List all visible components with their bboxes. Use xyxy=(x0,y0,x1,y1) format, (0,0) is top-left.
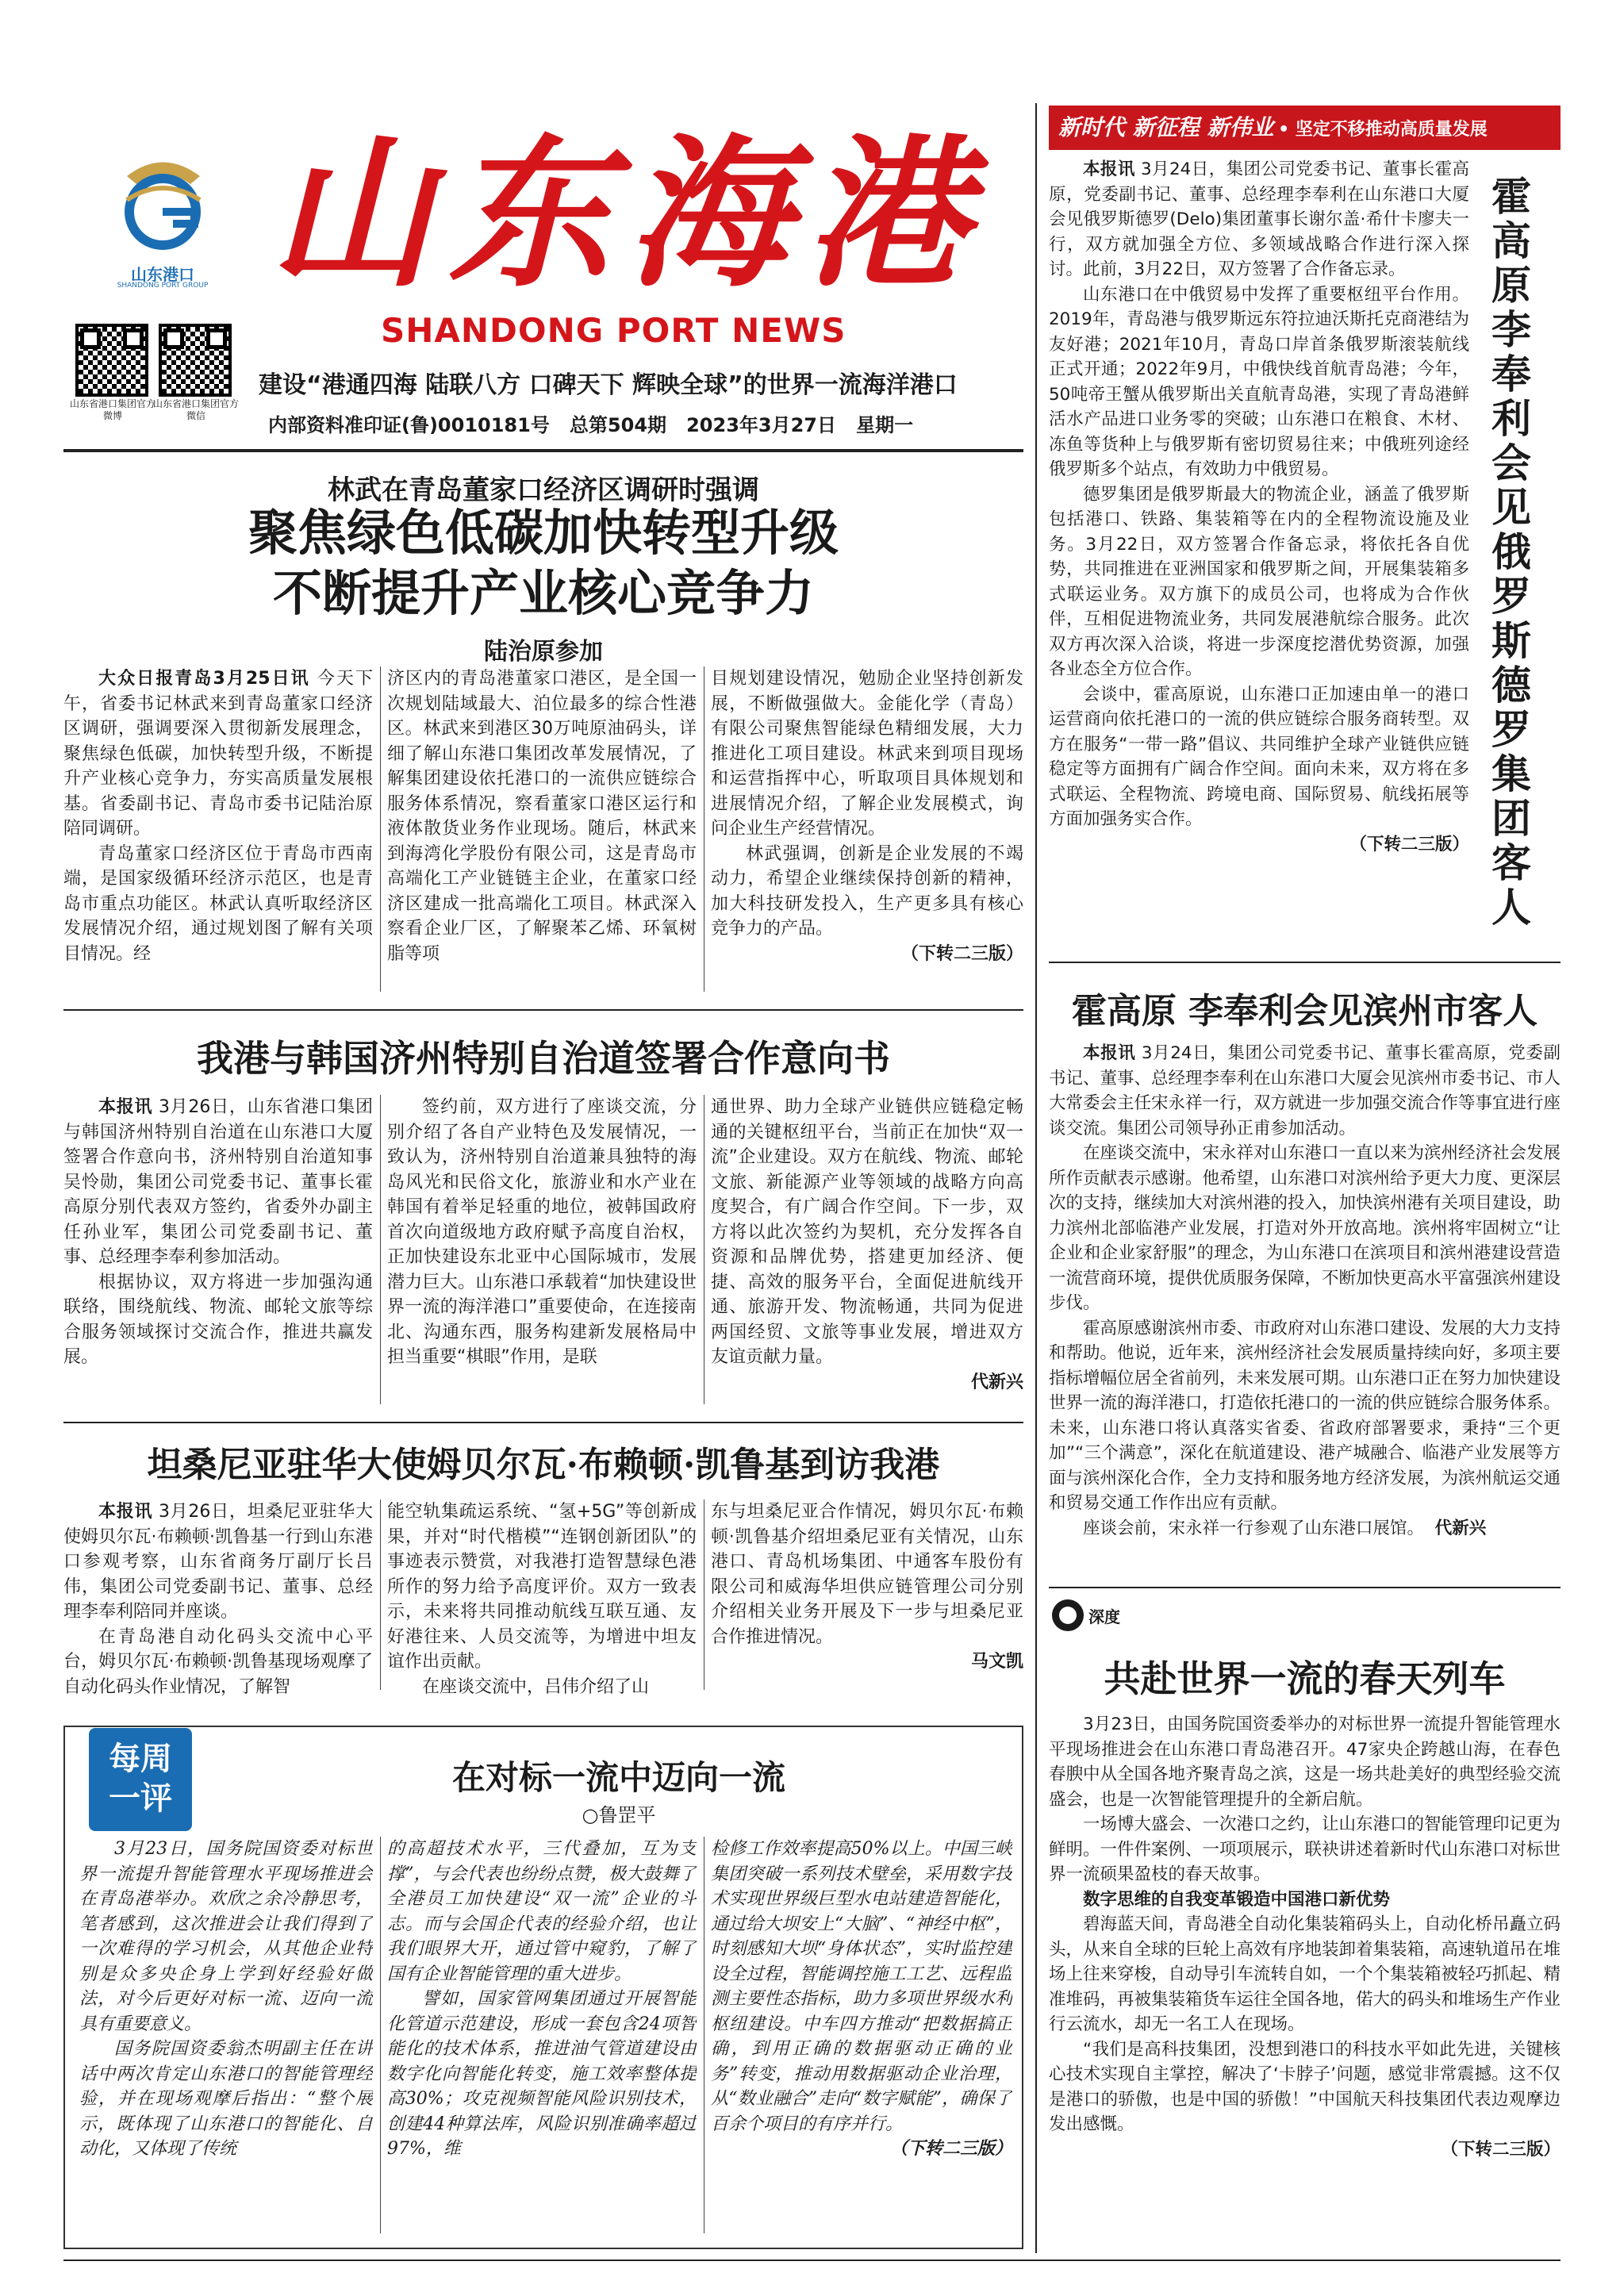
lead-col-1: 大众日报青岛3月25日讯 今天下午，省委书记林武来到青岛董家口经济区调研，强调要深入贯彻新发展理念，聚焦绿色低碳，加快转型升级，不断提升产业核心竞争力，夯实高质量发展根基。省委副书记、青岛市委书记陆治原陪同调研。 青岛董家口经济区位于青岛市西南端，是国家级循环经济示范区，也是青岛市重点功能区。林武认真听取经济区发展情况介绍，通过规划图了解有关项目情况。经 xyxy=(63,666,373,1000)
section-rule xyxy=(63,1422,1023,1423)
depth-p2: 一场博大盛会、一次港口之约，让山东港口的智能管理印记更为鲜明。一件件案例、一项项展示，联袂讲述着新时代山东港口对标世界一流硕果盈枝的春天故事。 xyxy=(1049,1814,1560,1884)
binzhou-p3: 霍高原感谢滨州市委、市政府对山东港口建设、发展的大力支持和帮助。他说，近年来，滨州经济社会发展质量持续向好，多项主要指标增幅位居全省前列，未来发展可期。山东港口正在努力加快建设世界一流的海洋港口，打造依托港口的一流的供应链综合服务体系。未来，山东港口将认真落实省委、省政府部署要求，秉持“三个更加”“三个满意”，深化在航道建设、港产城融合、临港产业发展等方面与滨州深化合作，全力支持和服务地方经济发展，为滨州航运交通和贸易交通工作作出应有贡献。 xyxy=(1049,1318,1560,1513)
korea-col-1: 本报讯 3月26日，山东省港口集团与韩国济州特别自治道在山东港口大厦签署合作意向书，济州特别自治道知事吴怜勋，集团公司党委书记、董事长霍高原分别代表双方签约，省委外办副主任孙业军，集团公司党委副书记、董事、总经理李奉利参加活动。 根据协议，双方将进一步加强沟通联络，围绕航线、物流、邮轮文旅等综合服务领域探讨交流合作，推进共赢发展。 xyxy=(63,1095,373,1412)
tanzania-col2-p1: 能空轨集疏运系统、“氢+5G”等创新成果，并对“时代楷模”“连钢创新团队”的事迹表示赞赏，对我港打造智慧绿色港所作的努力给予高度评价。双方一致表示，未来将共同推动航线互联互通、友好港往来、人员交流等，为增进中坦友谊作出贡献。 xyxy=(387,1502,697,1672)
lead-col2-p1: 济区内的青岛港董家口港区，是全国一次规划陆域最大、泊位最多的综合性港区。林武来到港区30万吨原油码头，详细了解山东港口集团改革发展情况，了解集团建设依托港口的一流供应链综合服务体系情况，察看董家口港区运行和液体散货业务作业现场。随后，林武来到海湾化学股份有限公司，这是青岛市高端化工产业链链主企业，在董家口经济区建成一批高端化工项目。林武深入察看企业厂区，了解聚苯乙烯、环氧树脂等项 xyxy=(387,669,697,964)
depth-title: 共赴世界一流的春天列车 xyxy=(1104,1657,1506,1700)
weekly-col-2 xyxy=(387,1837,697,2241)
shandong-port-logo-icon xyxy=(111,152,214,263)
weekly-continued: （下转二三版） xyxy=(889,2138,1012,2159)
weekly-badge-line1: 每周 xyxy=(109,1741,172,1777)
tanzania-col3-p1: 东与坦桑尼亚合作情况，姆贝尔瓦·布赖顿·凯鲁基介绍坦桑尼亚有关情况，山东港口、青岛机场集团、中通客车股份有限公司和威海华坦供应链管理公司分别介绍相关业务开展及下一步与坦桑尼亚合作推进情况。 xyxy=(711,1502,1023,1647)
tanzania-col1-p2: 在青岛港自动化码头交流中心平台，姆贝尔瓦·布赖顿·凯鲁基现场观摩了自动化码头作业情况，了解智 xyxy=(63,1626,373,1697)
lead-continued: （下转二三版） xyxy=(900,943,1023,964)
issue-info xyxy=(268,409,1030,437)
col-divider xyxy=(380,666,381,992)
depth-subhead: 数字思维的自我变革锻造中国港口新优势 xyxy=(1083,1889,1391,1910)
lead-col-3 xyxy=(711,666,1023,1000)
section-rule xyxy=(63,1009,1023,1011)
slogan: 建设“港通四海 陆联八方 口碑天下 辉映全球”的世界一流海洋港口 xyxy=(259,371,958,399)
lead-dateline: 大众日报青岛3月25日讯 xyxy=(98,669,310,689)
depth-badge xyxy=(1049,1596,1168,1634)
korea-col2-p1: 签约前，双方进行了座谈交流，分别介绍了各自产业特色及发展情况，一致认为，济州特别自治道兼具独特的海岛风光和民俗文化，旅游业和水产业在韩国有着举足轻重的地位，被韩国政府首次向道级地方政府赋予高度自治权，正加快建设东北亚中心国际城市，发展潜力巨大。山东港口承载着“加快建设世界一流的海洋港口”重要使命，在连接南北、沟通东西，服务构建新发展格局中担当重要“棋眼”作用，是联 xyxy=(387,1097,697,1367)
section-rule xyxy=(1049,962,1560,963)
page-bottom-rule xyxy=(63,2260,1560,2261)
issue-number: 总第504期 xyxy=(569,414,667,436)
qr1-caption: 山东省港口集团官方微博 xyxy=(70,398,156,421)
korea-col-2 xyxy=(387,1095,697,1412)
col-divider xyxy=(380,1095,381,1404)
depth-continued: （下转二三版） xyxy=(1441,2139,1560,2160)
col-divider xyxy=(380,1499,381,1690)
binzhou-body: 本报讯 3月24日，集团公司党委书记、董事长霍高原，党委副书记、董事、总经理李奉利在山东港口大厦会见滨州市委书记、市人大常委会主任宋永祥一行，双方就进一步加强交流合作等事宜进行座谈交流。集团公司领导孙正甫参加活动。 在座谈交流中，宋永祥对山东港口一直以来为滨州经济社会发展所作贡献表示感谢。他希望，山东港口对滨州给予更大力度、更深层次的支持，继续加大对滨州港的投入，加快滨州港有关项目建设，助力滨州北部临港产业发展，打造对外开放高地。滨州将牢固树立“让企业和企业家舒服”的理念，为山东港口在滨项目和滨州港建设营造一流营商环境，提供优质服务保障，不断加快更高水平富强滨州建设步伐。 霍高原感谢滨州市委、市政府对山东港口建设、发展的大力支持和帮助。他说，近年来，滨州经济社会发展质量持续向好，多项主要指标增幅位居全省前列，未来发展可期。山东港口正在努力加快建设世界一流的海洋港口，打造依托港口的一流的供应链综合服务体系。未来，山东港口将认真落实省委、省政府部署要求，秉持“三个更加”“三个满意”，深化在航道建设、港产城融合、临港产业发展等方面与滨州深化合作，全力支持和服务地方经济发展，为滨州航运交通和贸易交通工作作出应有贡献。 座谈会前，宋永祥一行参观了山东港口展馆。 代新兴 xyxy=(1049,1041,1560,1580)
depth-p1: 3月23日，由国务院国资委举办的对标世界一流提升智能管理水平现场推进会在山东港口青岛港召开。47家央企跨越山海，在春色春腴中从全国各地齐聚青岛之滨，这是一场共赴美好的典型经验交流盛会，也是一次智能管理提升的全新启航。 xyxy=(1049,1714,1560,1810)
logo-caption: 山东港口 xyxy=(131,265,194,284)
issue-date: 2023年3月27日 xyxy=(686,414,837,436)
masthead-title-en: SHANDONG PORT NEWS xyxy=(381,311,846,350)
weekly-col1-p1: 3月23日，国务院国资委对标世界一流提升智能管理水平现场推进会在青岛港举办。欢欣之余冷静思考，笔者感到，这次推进会让我们得到了一次难得的学习机会，从其他企业特别是众多央企身上学到好经验好做法，对今后更好对标一流、迈向一流具有重要意义。 xyxy=(79,1839,373,2034)
wechat-qr-code xyxy=(159,324,232,397)
qr2-caption: 山东省港口集团官方微信 xyxy=(153,398,240,421)
weekly-author: ○鲁罡平 xyxy=(582,1804,656,1826)
banner-right: • 坚定不移推动高质量发展 xyxy=(1278,120,1488,140)
tanzania-col2-p2: 在座谈交流中，吕伟介绍了山 xyxy=(422,1676,650,1697)
korea-byline: 代新兴 xyxy=(970,1372,1023,1392)
license-number: 内部资料准印证(鲁)0010181号 xyxy=(268,414,550,436)
russia-body: 本报讯 3月24日，集团公司党委书记、董事长霍高原，党委副书记、董事、总经理李奉利在山东港口大厦会见俄罗斯德罗(Delo)集团董事长谢尔盖·希什卡廖夫一行，双方就加强全方位、多领域战略合作进行深入探讨。此前，3月22日，双方签署了合作备忘录。 山东港口在中俄贸易中发挥了重要枢纽平台作用。2019年，青岛港与俄罗斯远东符拉迪沃斯托克商港结为友好港；2021年10月，青岛口岸首条俄罗斯滚装航线正式开通；2022年9月，中俄快线首航青岛港；今年，50吨帝王蟹从俄罗斯出关直航青岛港，实现了青岛港鲜活水产品进口业务零的突破；山东港口在粮食、木材、冻鱼等货种上与俄罗斯有密切贸易往来；中俄班列途经俄罗斯多个站点，有效助力中俄贸易。 德罗集团是俄罗斯最大的物流企业，涵盖了俄罗斯包括港口、铁路、集装箱等在内的全程物流设施及业务。3月22日，双方签署合作备忘录，将依托各自优势，共同推进在亚洲国家和俄罗斯之间，开展集装箱多式联运业务。双方旗下的成员公司，也将成为合作伙伴，互相促进物流业务，共同发展港航综合服务。此次双方再次深入洽谈，将进一步深度挖潜优势资源，加强各业态全方位合作。 会谈中，霍高原说，山东港口正加速由单一的港口运营商向依托港口的一流的供应链综合服务商转型。双方在服务“一带一路”倡议、共同维护全球产业链供应链稳定等方面拥有广阔合作空间。面向未来，双方将在多式联运、全程物流、跨境电商、国际贸易、航线拓展等方面加强务实合作。 （下转二三版） xyxy=(1049,157,1469,950)
tanzania-byline: 马文凯 xyxy=(970,1652,1023,1672)
weibo-qr-code xyxy=(75,324,148,397)
masthead-rule xyxy=(63,449,1023,452)
weekly-badge xyxy=(89,1728,192,1831)
lead-col3-p1: 目规划建设情况，勉励企业坚持创新发展，不断做强做大。金能化学（青岛）有限公司聚焦智能绿色精细发展，大力推进化工项目建设。林武来到项目现场和运营指挥中心，听取项目具体规划和进展情况介绍，了解企业发展模式，询问企业生产经营情况。 xyxy=(711,669,1023,839)
russia-vertical-title: 霍高原 李奉利会见俄罗斯德罗集团客人 xyxy=(1491,173,1531,931)
depth-p3: 碧海蓝天间，青岛港全自动化集装箱码头上，自动化桥吊矗立码头，从来自全球的巨轮上高效有序地装卸着集装箱，高速轨道吊在堆场上往来穿梭，自动导引车流转自如，一个个集装箱被轻巧抓起、精准堆码，再被集装箱货车运往全国各地，偌大的码头和堆场生产作业行云流水，却无一名工人在现场。 xyxy=(1049,1914,1560,2034)
logo-caption-en: SHANDONG PORT GROUP xyxy=(117,282,209,290)
korea-col1-p2: 根据协议，双方将进一步加强沟通联络，围绕航线、物流、邮轮文旅等综合服务领域探讨交流合作，推进共赢发展。 xyxy=(63,1272,373,1367)
korea-col3-p1: 通世界、助力全球产业链供应链稳定畅通的关键枢纽平台，当前正在加快“双一流”企业建设。双方在航线、物流、邮轮文旅、新能源产业等领域的战略方向高度契合，有广阔合作空间。下一步，双方将以此次签约为契机，充分发挥各自资源和品牌优势，搭建更加经济、便捷、高效的服务平台，全面促进航线开通、旅游开发、物流畅通，共同为促进两国经贸、文旅等事业发展，增进双方友谊贡献力量。 xyxy=(711,1097,1023,1367)
tanzania-col-3 xyxy=(711,1499,1023,1698)
weekly-col-3 xyxy=(711,1837,1012,2241)
col-divider xyxy=(380,1837,381,2233)
weekly-badge-line2: 一评 xyxy=(109,1780,172,1817)
issue-weekday: 星期一 xyxy=(856,414,914,436)
weekly-col3-p1: 检修工作效率提高50%以上。中国三峡集团突破一系列技术壁垒，采用数字技术实现世界级巨型水电站建造智能化，通过给大坝安上“大脑”、“神经中枢”，时刻感知大坝“身体状态”，实时监控建设全过程，智能调控施工工艺、远程监测主要性态指标，助力多项世界级水利枢纽建设。中车四方推动“把数据搞正确，到用正确的数据驱动正确的业务”转变，推动用数据驱动企业治理，从“数业融合”走向“数字赋能”，确保了百余个项目的有序并行。 xyxy=(711,1839,1012,2134)
masthead-title: 山东海港 xyxy=(270,119,984,309)
lead-title-line1: 聚焦绿色低碳加快转型升级 xyxy=(248,504,839,562)
lead-col1-p2: 青岛董家口经济区位于青岛市西南端，是国家级循环经济示范区，也是青岛市重点功能区。林武认真听取经济区发展情况介绍，通过规划图了解有关项目情况。经 xyxy=(63,843,373,964)
lead-subtitle: 陆治原参加 xyxy=(484,638,603,666)
lead-col-2 xyxy=(387,666,697,1000)
depth-body xyxy=(1049,1712,1560,2252)
russia-p4: 会谈中，霍高原说，山东港口正加速由单一的港口运营商向依托港口的一流的供应链综合服务商转型。双方在服务“一带一路”倡议、共同维护全球产业链供应链稳定等方面拥有广阔合作空间。面向未来，双方将在多式联运、全程物流、跨境电商、国际贸易、航线拓展等方面加强务实合作。 xyxy=(1049,684,1469,829)
tanzania-col-1: 本报讯 3月26日，坦桑尼亚驻华大使姆贝尔瓦·布赖顿·凯鲁基一行到山东港口参观考察，山东省商务厅副厅长吕伟，集团公司党委副书记、董事、总经理李奉利陪同并座谈。 在青岛港自动化码头交流中心平台，姆贝尔瓦·布赖顿·凯鲁基现场观摩了自动化码头作业情况，了解智 xyxy=(63,1499,373,1698)
lead-kicker: 林武在青岛董家口经济区调研时强调 xyxy=(328,474,759,506)
page-column-divider xyxy=(1035,103,1037,2253)
weekly-col2-p1: 的高超技术水平，三代叠加，互为支撑”，与会代表也纷纷点赞，极大鼓舞了全港员工加快建设“双一流”企业的斗志。而与会国企代表的经验介绍，也让我们眼界大开，通过管中窥豹，了解了国有企业智能管理的重大进步。 xyxy=(387,1839,697,1984)
banner-left: 新时代 新征程 新伟业 xyxy=(1058,114,1274,140)
section-rule xyxy=(1049,1587,1560,1588)
korea-title: 我港与韩国济州特别自治道签署合作意向书 xyxy=(197,1037,890,1080)
tanzania-title: 坦桑尼亚驻华大使姆贝尔瓦·布赖顿·凯鲁基到访我港 xyxy=(147,1445,940,1485)
russia-continued: （下转二三版） xyxy=(1349,834,1469,854)
lead-col3-p2: 林武强调，创新是企业发展的不竭动力，希望企业继续保持创新的精神，加大科技研发投入，生产更多具有核心竞争力的产品。 xyxy=(711,843,1023,939)
lead-title-line2: 不断提升产业核心竞争力 xyxy=(272,564,814,622)
binzhou-title: 霍高原 李奉利会见滨州市客人 xyxy=(1071,991,1538,1031)
korea-col-3 xyxy=(711,1095,1023,1412)
tanzania-col-2 xyxy=(387,1499,697,1698)
weekly-col2-p2: 譬如，国家管网集团通过开展智能化管道示范建设，形成一套包含24项智能化的技术体系，推进油气管道建设由数字化向智能化转变，施工效率整体提高30%；攻克视频智能风险识别技术，创建44种算法库，风险识别准确率超过97%，维 xyxy=(387,1989,697,2159)
depth-badge-label: 深度 xyxy=(1088,1607,1120,1626)
russia-p3: 德罗集团是俄罗斯最大的物流企业，涵盖了俄罗斯包括港口、铁路、集装箱等在内的全程物流设施及业务。3月22日，双方签署合作备忘录，将依托各自优势，共同推进在亚洲国家和俄罗斯之间，开展集装箱多式联运业务。双方旗下的成员公司，也将成为合作伙伴，互相促进物流业务，共同发展港航综合服务。此次双方再次深入洽谈，将进一步深度挖潜优势资源，加强各业态全方位合作。 xyxy=(1049,484,1469,679)
weekly-title: 在对标一流中迈向一流 xyxy=(451,1758,785,1797)
russia-p2: 山东港口在中俄贸易中发挥了重要枢纽平台作用。2019年，青岛港与俄罗斯远东符拉迪沃斯托克商港结为友好港；2021年10月，青岛口岸首条俄罗斯滚装航线正式开通；2022年9月，中俄快线首航青岛港；今年，50吨帝王蟹从俄罗斯出关直航青岛港，实现了青岛港鲜活水产品进口业务零的突破；山东港口在粮食、木材、冻鱼等货种上与俄罗斯有密切贸易往来；中俄班列途经俄罗斯多个站点，有效助力中俄贸易。 xyxy=(1049,284,1469,479)
weekly-col-1 xyxy=(79,1837,373,2241)
theme-banner xyxy=(1049,106,1560,150)
depth-circle-icon xyxy=(1049,1596,1092,1634)
depth-p4: “我们是高科技集团，没想到港口的科技水平如此先进，关键核心技术实现自主掌控，解决了‘卡脖子’问题，感觉非常震撼。这不仅是港口的骄傲，也是中国的骄傲！”中国航天科技集团代表边观摩边发出感慨。 xyxy=(1049,2039,1560,2134)
binzhou-p2: 在座谈交流中，宋永祥对山东港口一直以来为滨州经济社会发展所作贡献表示感谢。他希望，山东港口对滨州给予更大力度、更深层次的支持，继续加大对滨州港的投入，加快滨州港有关项目建设，助力滨州北部临港产业发展，打造对外开放高地。滨州将牢固树立“让企业和企业家舒服”的理念，为山东港口在滨项目和滨州港建设营造一流营商环境，提供优质服务保障，不断加快更高水平富强滨州建设步伐。 xyxy=(1049,1143,1560,1313)
weekly-col1-p2: 国务院国资委翁杰明副主任在讲话中两次肯定山东港口的智能管理经验，并在现场观摩后指出：“整个展示，既体现了山东港口的智能化、自动化，又体现了传统 xyxy=(79,2039,373,2159)
binzhou-p4: 座谈会前，宋永祥一行参观了山东港口展馆。 代新兴 xyxy=(1083,1518,1487,1538)
